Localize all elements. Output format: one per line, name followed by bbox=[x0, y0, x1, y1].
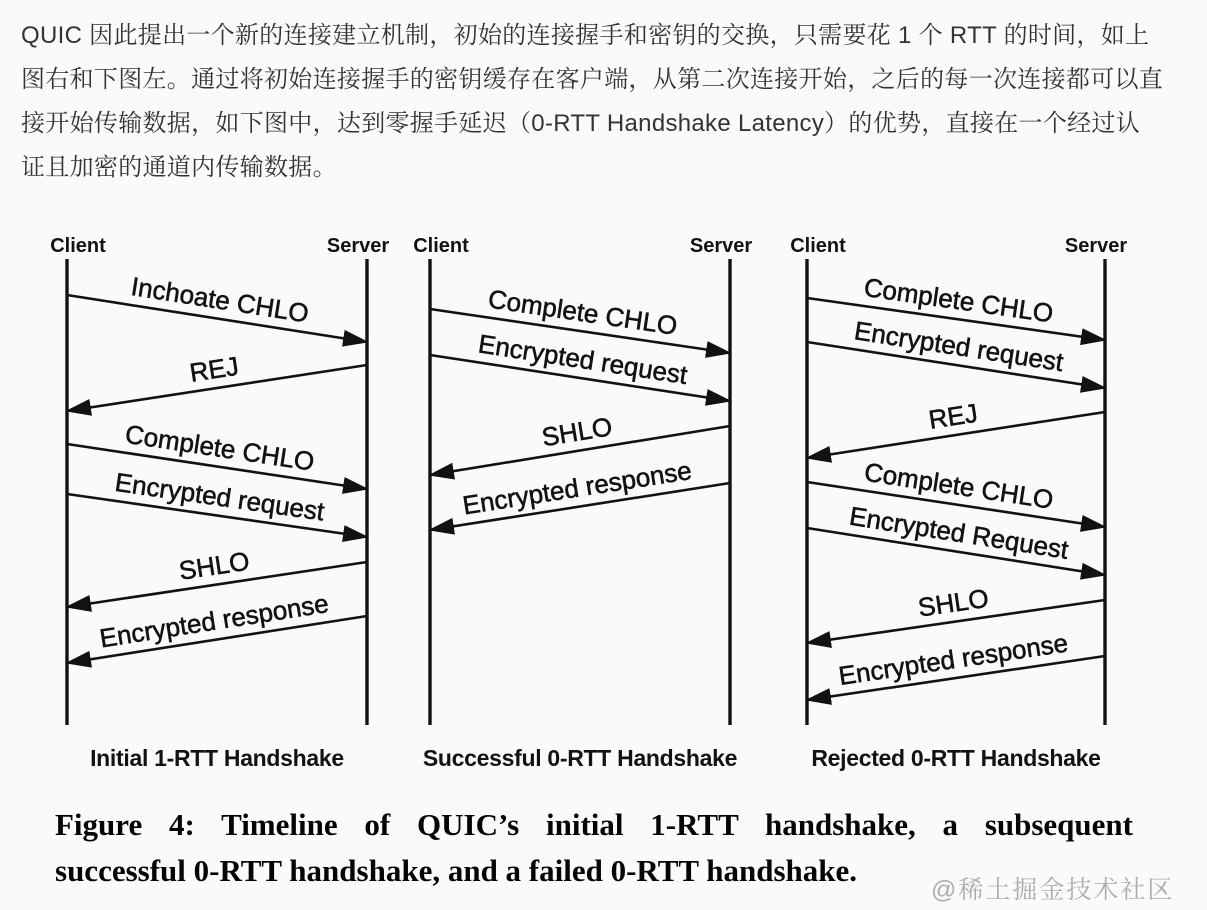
paragraph-line: QUIC 因此提出一个新的连接建立机制，初始的连接握手和密钥的交换，只需要花 1 个 RTT 的时间，如上 bbox=[21, 22, 1150, 49]
server-actor-label: Server bbox=[1064, 235, 1128, 257]
figure-caption-line: Figure 4: Timeline of QUIC’s initial 1-RTT handshake, a subsequent bbox=[55, 807, 1133, 842]
message-label: Inchoate CHLO bbox=[129, 271, 311, 329]
panel-title: Successful 0-RTT Handshake bbox=[422, 745, 738, 771]
message-label: Encrypted Request bbox=[847, 500, 1071, 565]
handshake-panel-3 bbox=[790, 235, 1127, 771]
message-label: Encrypted request bbox=[852, 315, 1066, 378]
message-label: Complete CHLO bbox=[123, 418, 317, 477]
message-label: Encrypted response bbox=[460, 455, 694, 521]
client-actor-label: Client bbox=[790, 235, 846, 257]
message-label: SHLO bbox=[539, 411, 615, 453]
message-label: REJ bbox=[187, 350, 241, 388]
panel-title: Initial 1-RTT Handshake bbox=[90, 745, 344, 771]
message-label: Complete CHLO bbox=[862, 272, 1056, 329]
message-label: Complete CHLO bbox=[486, 283, 680, 341]
client-actor-label: Client bbox=[413, 235, 469, 257]
paragraph-line: 接开始传输数据，如下图中，达到零握手延迟（0-RTT Handshake Latency）的优势，直接在一个经过认 bbox=[21, 110, 1141, 137]
paragraph-line: 图右和下图左。通过将初始连接握手的密钥缓存在客户端，从第二次连接开始，之后的每一次连接都可以直 bbox=[21, 66, 1164, 93]
client-actor-label: Client bbox=[50, 235, 106, 257]
message-label: SHLO bbox=[916, 582, 991, 623]
message-label: Encrypted request bbox=[113, 466, 327, 527]
message-label: Encrypted request bbox=[476, 328, 690, 391]
figure-caption-line: successful 0-RTT handshake, and a failed 0-RTT handshake. bbox=[55, 853, 858, 888]
message-label: REJ bbox=[926, 397, 980, 435]
watermark: @稀土掘金技术社区 bbox=[931, 876, 1175, 904]
panel-title: Rejected 0-RTT Handshake bbox=[811, 745, 1101, 771]
message-label: Complete CHLO bbox=[862, 456, 1056, 515]
message-label: Encrypted response bbox=[836, 627, 1070, 691]
handshake-panel-1 bbox=[50, 235, 389, 771]
message-label: Encrypted response bbox=[97, 588, 331, 654]
server-actor-label: Server bbox=[689, 235, 753, 257]
server-actor-label: Server bbox=[326, 235, 390, 257]
message-label: SHLO bbox=[176, 545, 252, 586]
handshake-panel-2 bbox=[413, 235, 752, 771]
paragraph-line: 证且加密的通道内传输数据。 bbox=[21, 154, 337, 181]
